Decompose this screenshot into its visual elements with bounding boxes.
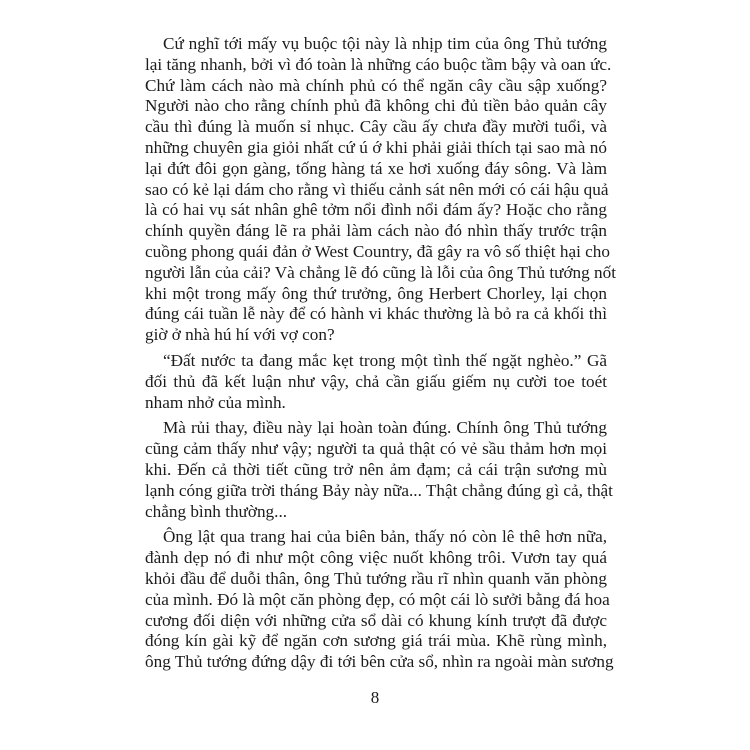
paragraph	[145, 351, 607, 413]
text-line: đành dẹp nó đi như một công việc nuốt không trôi. Vươn tay quá	[145, 548, 607, 568]
text-line: Cứ nghĩ tới mấy vụ buộc tội này là nhịp tim của ông Thủ tướng	[163, 34, 607, 53]
text-line: chính quyền đáng lẽ ra phải làm cách nào đó nhìn thấy trước trận	[145, 221, 607, 241]
paragraph	[145, 418, 613, 522]
text-line: ông Thủ tướng đứng dậy đi tới bên cửa sổ, nhìn ra ngoài màn sương	[145, 652, 614, 672]
text-line: lại tăng nhanh, bởi vì đó toàn là những cáo buộc tầm bậy và oan ức.	[145, 54, 612, 74]
text-line: cầu thì đúng là muốn sỉ nhục. Cây cầu ấy chưa đầy mười tuổi, và	[145, 117, 607, 137]
text-line: khỏi đầu để duỗi thân, ông Thủ tướng rầu rĩ nhìn quanh văn phòng	[145, 568, 607, 588]
text-line: chẳng bình thường...	[145, 501, 288, 521]
text-line: khi một trong mấy ông thứ trưởng, ông Herbert Chorley, lại chọn	[145, 283, 607, 303]
text-line: cũng cảm thấy như vậy; người ta quả thật có vẻ sầu thảm hơn mọi	[145, 439, 607, 459]
text-line: Người nào cho rằng chính phủ đã không chi đủ tiền bảo quản cây	[145, 96, 607, 116]
text-line: đối thủ đã kết luận như vậy, chả cần giấu giếm nụ cười toe toét	[145, 371, 607, 391]
page-number: 8	[370, 688, 380, 707]
text-line: của mình. Đó là một căn phòng đẹp, có một cái lò sưởi bằng đá hoa	[145, 589, 610, 609]
text-line: đúng cái tuần lễ này để có hành vi khác thường là bỏ ra cả khối thì	[145, 304, 607, 324]
text-line: Ông lật qua trang hai của biên bản, thấy nó còn lê thê hơn nữa,	[163, 527, 607, 547]
text-line: đóng kín gài kỹ để ngăn cơn sương giá trái mùa. Khẽ rùng mình,	[145, 631, 607, 651]
body-text	[145, 34, 616, 678]
text-line: cuồng phong quái đản ở West Country, đã gây ra vô số thiệt hại cho	[145, 241, 610, 261]
text-line: cương đối diện với những cửa sổ dài có khung kính trượt đã được	[145, 610, 607, 630]
text-line: khi. Đến cả thời tiết cũng trở nên ảm đạm; cả cái trận sương mù	[145, 459, 607, 479]
text-line: “Đất nước ta đang mắc kẹt trong một tình thế ngặt nghèo.” Gã	[163, 350, 607, 370]
paragraph	[145, 527, 614, 673]
text-line: lạnh cóng giữa trời tháng Bảy này nữa... Thật chẳng đúng gì cả, thật	[145, 480, 613, 500]
text-line: nham nhở của mình.	[145, 392, 286, 412]
text-line: lại đứt đôi gọn gàng, tống hàng tá xe hơi xuống đáy sông. Và làm	[145, 158, 607, 178]
text-line: người lẫn của cải? Và chẳng lẽ đó cũng là lỗi của ông Thủ tướng nốt	[145, 262, 616, 282]
text-line: giờ ở nhà hú hí với vợ con?	[145, 325, 335, 345]
text-line: Chứ làm cách nào mà chính phủ có thể ngăn cây cầu sập xuống?	[145, 75, 607, 95]
paragraph	[145, 34, 616, 346]
text-line: những chuyên gia giỏi nhất cứ ú ớ khi phải giải thích tại sao mà nó	[145, 137, 607, 157]
text-line: sao có kẻ lại dám cho rằng vì thiếu cảnh sát nên mới có cái hậu quả	[145, 179, 609, 199]
text-line: Mà rủi thay, điều này lại hoàn toàn đúng. Chính ông Thủ tướng	[163, 418, 607, 438]
text-line: là có hai vụ sát nhân ghê tởm nổi đình nổi đám ấy? Hoặc cho rằng	[145, 200, 607, 220]
